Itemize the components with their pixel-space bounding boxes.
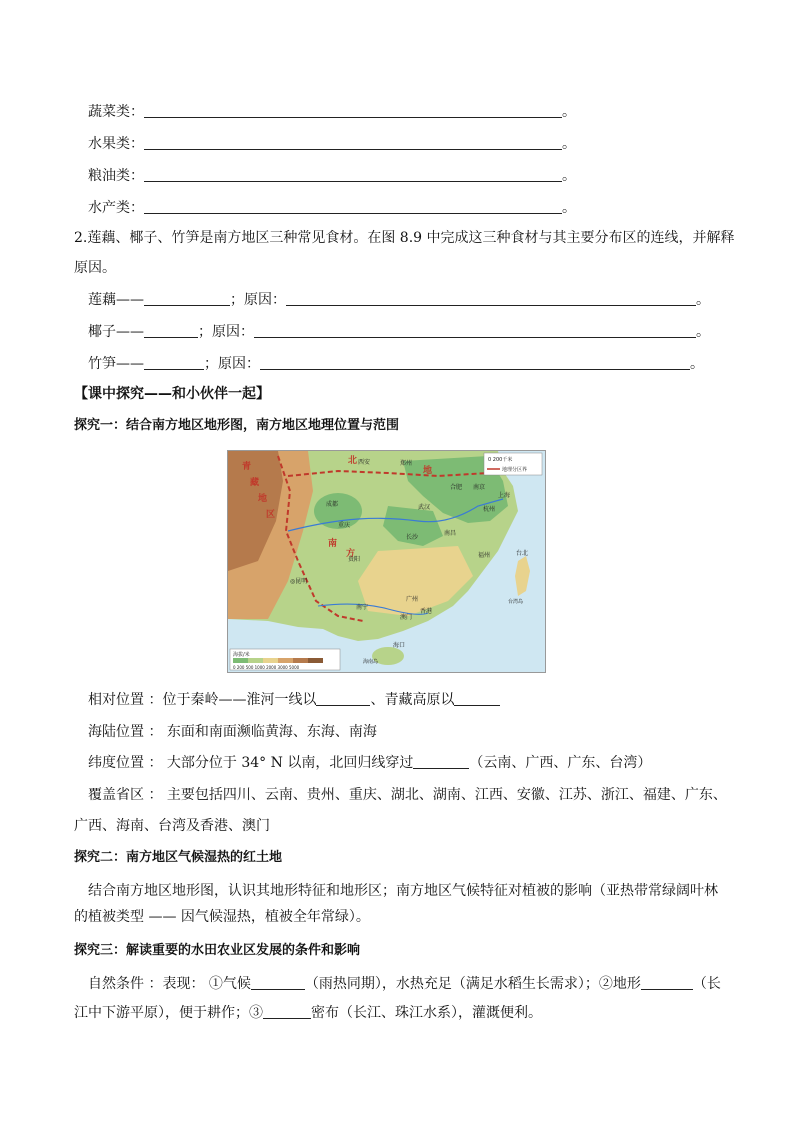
answer-blank[interactable] (263, 1004, 311, 1019)
question-2-line-1: 2.莲藕、椰子、竹笋是南方地区三种常见食材。在图 8.9 中完成这三种食材与其主要分布区的连线，并解释 (74, 230, 735, 246)
map-label-di: 地 (258, 494, 268, 504)
map-legend-label: 地理分区界 (502, 467, 528, 473)
food-label: 蔬菜类： (88, 104, 144, 120)
elevation-swatch (308, 658, 323, 663)
answer-blank[interactable] (641, 975, 693, 990)
map-label-qu: 区 (266, 510, 276, 520)
map-city-guangzhou: 广州 (406, 596, 419, 603)
elevation-swatch (278, 658, 293, 663)
answer-blank[interactable] (144, 323, 198, 338)
section-title: 【课中探究——和小伙伴一起】 (74, 386, 270, 402)
food-line-aquatic: 水产类： 。 (88, 200, 576, 216)
answer-blank[interactable] (144, 199, 562, 214)
explore-1-sea-land-position: 海陆位置 ： 东面和南面濒临黄海、东海、南海 (88, 724, 377, 740)
food-line-vegetables: 蔬菜类： 。 (88, 104, 576, 120)
map-city-wuhan: 武汉 (418, 504, 431, 511)
elevation-legend-ticks: 0 200 500 1000 2000 3000 5000 (233, 665, 300, 670)
answer-blank[interactable] (144, 103, 562, 118)
food-label: 水产类： (88, 200, 144, 216)
explore-1-relative-position: 相对位置 ：位于秦岭——淮河一线以 、青藏高原以 (88, 690, 500, 710)
map-city-xianggang: 香港 (420, 608, 433, 615)
elevation-swatch (248, 658, 263, 663)
explore-2-title: 探究二：南方地区气候湿热的红土地 (74, 850, 283, 865)
explore-3-title: 探究三：解读重要的水田农业区发展的条件和影响 (74, 943, 361, 958)
map-city-nanchang: 南昌 (444, 530, 457, 537)
map-city-zhengzhou: 郑州 (400, 460, 413, 467)
answer-blank[interactable] (454, 691, 500, 706)
answer-blank[interactable] (286, 291, 696, 306)
map-label-hainan-dao: 海南岛 (363, 659, 379, 665)
explore-1-provinces-cont: 广西、海南、台湾及香港、澳门 (74, 818, 270, 834)
map-city-changsha: 长沙 (406, 534, 419, 541)
question-2-line-2: 原因。 (74, 260, 116, 276)
map-city-fuzhou: 福州 (478, 552, 491, 559)
map-city-hangzhou: 杭州 (483, 506, 496, 513)
answer-blank[interactable] (413, 754, 469, 769)
explore-3-line-1: 自然条件 ：表现： ①气候 （雨热同期），水热充足（满足水稻生长需求）；②地形 （长 (88, 976, 721, 992)
map-label-fang: 方 (346, 549, 356, 559)
answer-blank[interactable] (251, 975, 305, 990)
elevation-swatch (293, 658, 308, 663)
answer-blank[interactable] (316, 691, 370, 706)
map-label-taiwan-dao: 台湾岛 (508, 599, 524, 605)
map-city-aomen: 澳门 (400, 614, 413, 621)
map-label-bei: 北 (348, 456, 358, 466)
map-city-xian: 西安 (358, 459, 371, 466)
map-scale-label: 0 200千米 (488, 457, 513, 463)
elevation-swatch (263, 658, 278, 663)
answer-blank[interactable] (144, 167, 562, 182)
elevation-legend-title: 海拔/米 (233, 652, 250, 658)
explore-1-title: 探究一：结合南方地区地形图，南方地区地理位置与范围 (74, 418, 400, 433)
terrain-map-svg (228, 451, 545, 672)
map-label-north-di: 地 (423, 466, 433, 476)
map-city-hefei: 合肥 (450, 484, 463, 491)
map-city-nanning: 南宁 (356, 604, 369, 611)
explore-3-line-2: 江中下游平原），便于耕作；③ 密布（长江、珠江水系），灌溉便利。 (74, 1005, 542, 1021)
explore-2-line-1: 结合南方地区地形图，认识其地形特征和地形区；南方地区气候特征对植被的影响（亚热带常绿阔叶林 (88, 883, 718, 899)
elevation-swatch (233, 658, 248, 663)
answer-blank[interactable] (144, 355, 204, 370)
map-label-qing: 青 (242, 462, 252, 472)
map-city-nanjing: 南京 (473, 484, 486, 491)
map-label-nan: 南 (328, 539, 338, 549)
map-label-zang: 藏 (250, 478, 260, 488)
map-city-guiyang: 贵阳 (348, 556, 361, 563)
explore-2-line-2: 的植被类型 —— 因气候湿热，植被全年常绿）。 (74, 909, 370, 925)
food-label: 水果类： (88, 136, 144, 152)
explore-1-provinces: 覆盖省区 ： 主要包括四川、云南、贵州、重庆、湖北、湖南、江西、安徽、江苏、浙江、福建、广东、 (88, 787, 727, 803)
answer-blank[interactable] (260, 355, 690, 370)
question-2-row-lotus: 莲藕—— ；原因： 。 (88, 292, 710, 308)
food-line-grains: 粮油类： 。 (88, 168, 576, 184)
south-china-terrain-map (227, 450, 546, 673)
map-city-taibei: 台北 (516, 550, 529, 557)
map-city-chengdu: 成都 (326, 501, 339, 508)
food-label: 粮油类： (88, 168, 144, 184)
map-city-kunming: ◎昆明 (290, 578, 308, 585)
answer-blank[interactable] (144, 291, 230, 306)
answer-blank[interactable] (254, 323, 696, 338)
food-line-fruits: 水果类： 。 (88, 136, 576, 152)
question-2-row-bamboo: 竹笋—— ；原因： 。 (88, 356, 704, 372)
map-city-haikou: 海口 (393, 642, 406, 649)
map-city-shanghai: 上海 (498, 492, 511, 499)
map-city-chongqing: 重庆 (338, 522, 351, 529)
explore-1-latitude-position: 纬度位置 ： 大部分位于 34° N 以南，北回归线穿过 （云南、广西、广东、台湾） (88, 755, 652, 771)
answer-blank[interactable] (144, 135, 562, 150)
question-2-row-coconut: 椰子—— ；原因： 。 (88, 324, 710, 340)
